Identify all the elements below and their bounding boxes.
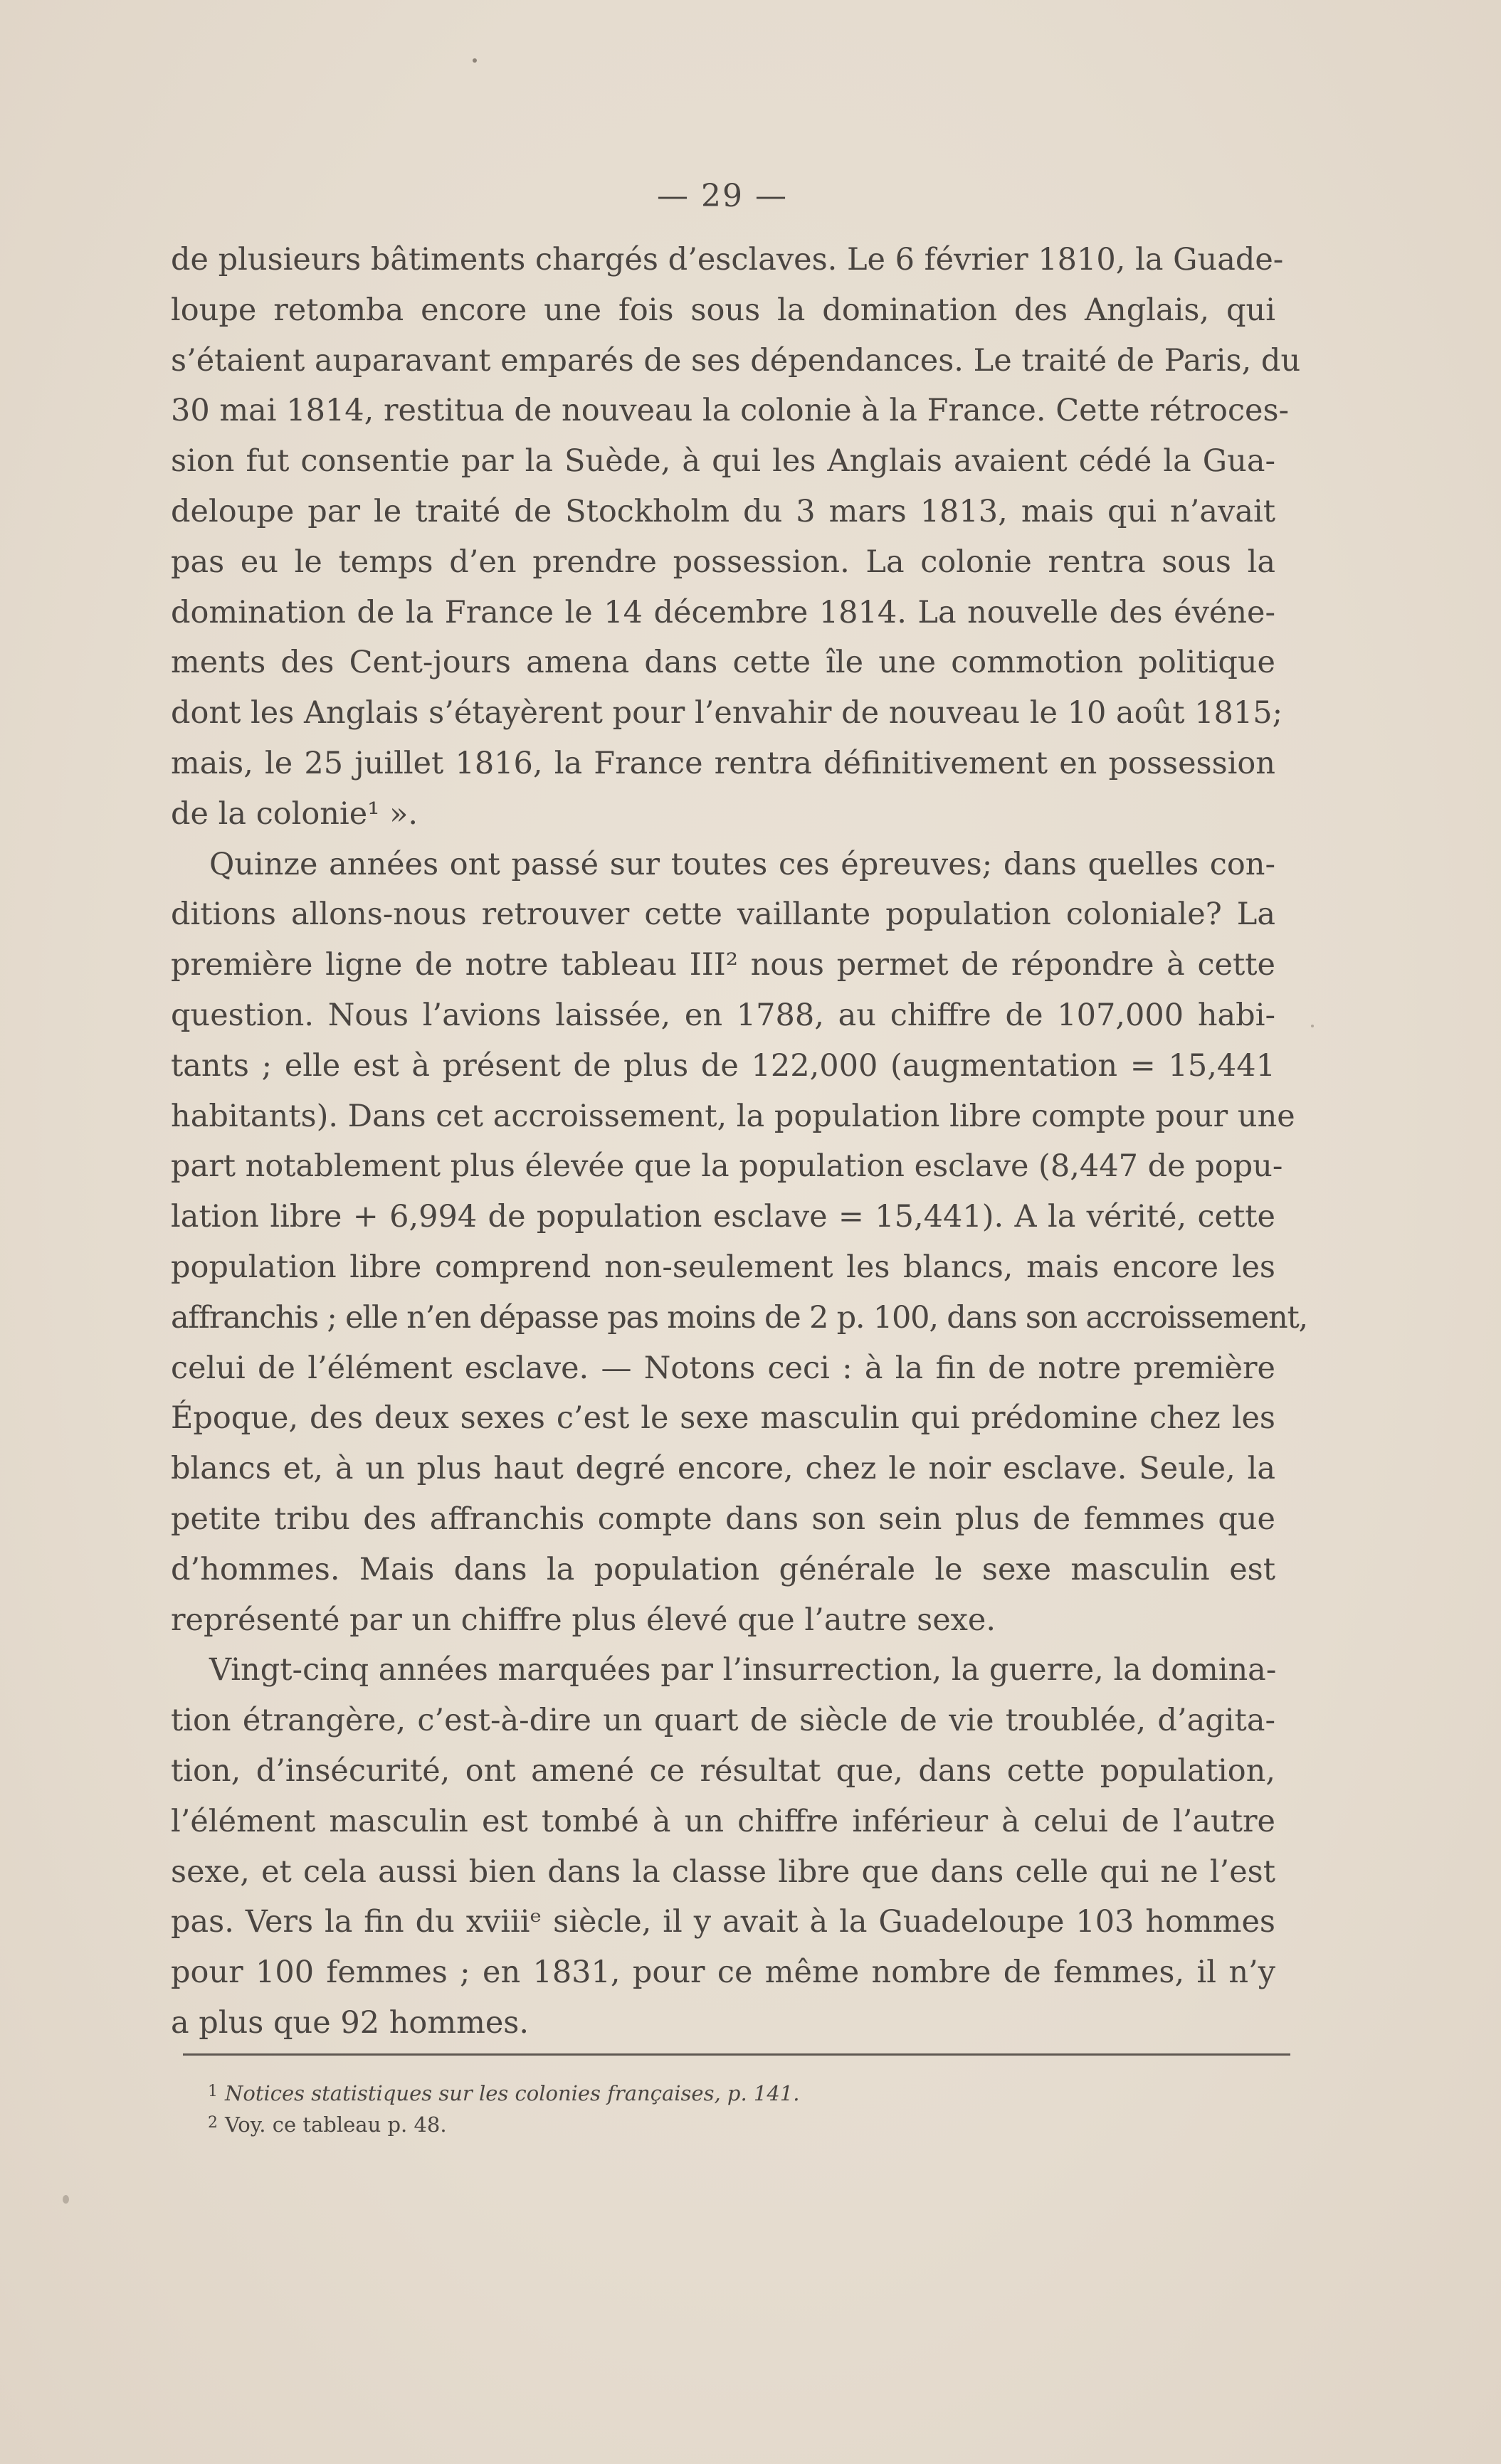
text-line: question. Nous l’avions laissée, en 1788, au chiffre de 107,000 habi-	[171, 997, 1275, 1033]
text-line: tion étrangère, c’est-à-dire un quart de siècle de vie troublée, d’agita-	[171, 1703, 1275, 1739]
text-line: petite tribu des affranchis compte dans son sein plus de femmes que	[171, 1501, 1275, 1537]
text-line: sexe, et cela aussi bien dans la classe libre que dans celle qui ne l’est	[171, 1854, 1275, 1890]
text-line: a plus que 92 hommes.	[171, 2004, 530, 2041]
text-line: dont les Anglais s’étayèrent pour l’envahir de nouveau le 10 août 1815;	[171, 695, 1283, 731]
text-line: sion fut consentie par la Suède, à qui les Anglais avaient cédé la Gua-	[171, 443, 1275, 480]
text-line: lation libre + 6,994 de population esclave = 15,441). A la vérité, cette	[171, 1199, 1275, 1235]
text-line: blancs et, à un plus haut degré encore, chez le noir esclave. Seule, la	[171, 1451, 1275, 1487]
footnotes	[208, 2077, 1204, 2140]
text-line: l’élément masculin est tombé à un chiffre inférieur à celui de l’autre	[171, 1803, 1275, 1839]
paper-speck	[1311, 1025, 1314, 1027]
text-line: de plusieurs bâtiments chargés d’esclaves. Le 6 février 1810, la Guade-	[171, 242, 1284, 277]
footnote-text: Voy. ce tableau p. 48.	[225, 2113, 447, 2137]
text-line: tants ; elle est à présent de plus de 122,000 (augmentation = 15,441	[171, 1047, 1275, 1084]
text-line: première ligne de notre tableau III² nous permet de répondre à cette	[171, 947, 1275, 983]
text-line: d’hommes. Mais dans la population générale le sexe masculin est	[171, 1551, 1275, 1587]
paragraph-start-line: Vingt-cinq années marquées par l’insurrection, la guerre, la domina-	[209, 1652, 1277, 1688]
footnote-marker: 2	[208, 2114, 218, 2132]
text-line: deloupe par le traité de Stockholm du 3 mars 1813, mais qui n’avait	[171, 493, 1275, 529]
text-line: population libre comprend non-seulement les blancs, mais encore les	[171, 1249, 1275, 1285]
text-line: de la colonie¹ ».	[171, 795, 418, 832]
text-line: pour 100 femmes ; en 1831, pour ce même nombre de femmes, il n’y	[171, 1955, 1275, 1991]
footnote-text: Notices statistiques sur les colonies françaises, p. 141.	[225, 2081, 800, 2105]
footnote-divider	[183, 2053, 1290, 2056]
text-line: habitants). Dans cet accroissement, la population libre compte pour une	[171, 1098, 1295, 1134]
text-line: affranchis ; elle n’en dépasse pas moins de 2 p. 100, dans son accroissement,	[171, 1299, 1308, 1336]
text-line: s’étaient auparavant emparés de ses dépendances. Le traité de Paris, du	[171, 342, 1301, 379]
text-line: pas. Vers la fin du xviiiᵉ siècle, il y avait à la Guadeloupe 103 hommes	[171, 1904, 1275, 1940]
footnote	[208, 2108, 1204, 2140]
text-line: mais, le 25 juillet 1816, la France rentra définitivement en possession	[171, 745, 1275, 781]
text-line: représenté par un chiffre plus élevé que l’autre sexe.	[171, 1602, 996, 1638]
text-line: tion, d’insécurité, ont amené ce résultat que, dans cette population,	[171, 1752, 1275, 1789]
body-text	[171, 235, 1308, 2048]
text-line: part notablement plus élevée que la population esclave (8,447 de popu-	[171, 1148, 1283, 1185]
text-line: pas eu le temps d’en prendre possession. La colonie rentra sous la	[171, 544, 1275, 580]
text-line: Époque, des deux sexes c’est le sexe masculin qui prédomine chez les	[171, 1400, 1275, 1437]
page-number: — 29 —	[657, 178, 788, 214]
text-line: domination de la France le 14 décembre 1814. La nouvelle des événe-	[171, 594, 1275, 630]
paper-speck	[63, 2195, 69, 2204]
footnote-marker: 1	[208, 2083, 218, 2100]
footnote	[208, 2077, 1204, 2108]
text-line: ditions allons-nous retrouver cette vaillante population coloniale? La	[171, 897, 1275, 933]
paper-speck	[473, 58, 477, 63]
paragraph-start-line: Quinze années ont passé sur toutes ces épreuves; dans quelles con-	[209, 846, 1275, 882]
text-line: celui de l’élément esclave. — Notons ceci : à la fin de notre première	[171, 1350, 1275, 1386]
text-line: loupe retomba encore une fois sous la domination des Anglais, qui	[171, 292, 1275, 328]
text-line: 30 mai 1814, restitua de nouveau la colonie à la France. Cette rétroces-	[171, 393, 1290, 429]
text-line: ments des Cent-jours amena dans cette île une commotion politique	[171, 645, 1275, 681]
